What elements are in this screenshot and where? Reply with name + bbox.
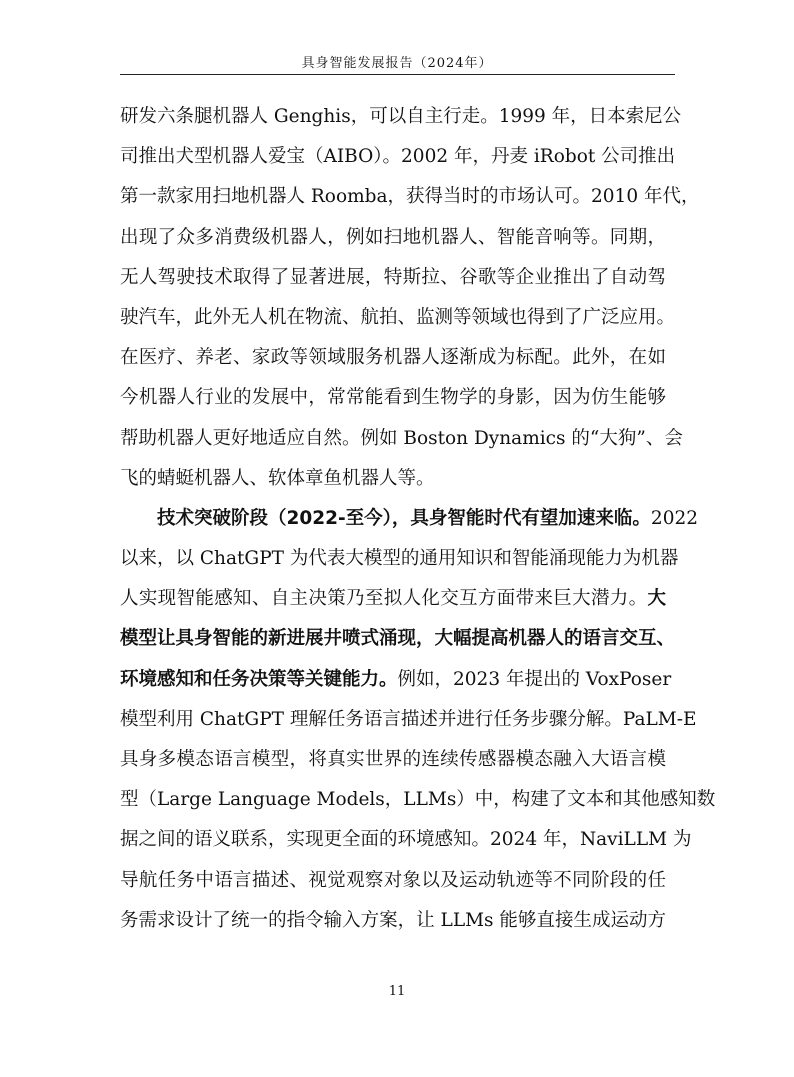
text-line: 无人驾驶技术取得了显著进展，特斯拉、谷歌等企业推出了自动驾 (120, 266, 666, 288)
running-header: 具身智能发展报告（2024年） (301, 56, 493, 71)
text-line (120, 664, 672, 704)
header-rule (120, 74, 675, 75)
bold-phrase: 大 (647, 588, 666, 610)
text-line (120, 623, 676, 663)
page-number: 11 (388, 984, 406, 999)
text-line: 飞的蜻蜓机器人、软体章鱼机器人等。 (120, 467, 435, 489)
inline-text: 2022 (650, 507, 699, 529)
text-line: 出现了众多消费级机器人，例如扫地机器人、智能音响等。同期， (120, 226, 666, 248)
bold-phrase: 模型让具身智能的新进展井喷式涌现，大幅提高机器人的语言交互、 (120, 628, 676, 650)
text-line (120, 503, 699, 543)
inline-text: 人实现智能感知、自主决策乃至拟人化交互方面带来巨大潜力。 (120, 588, 648, 610)
text-line: 导航任务中语言描述、视觉观察对象以及运动轨迹等不同阶段的任 (120, 869, 666, 891)
text-line (120, 583, 666, 623)
text-line: 模型利用 ChatGPT 理解任务语言描述并进行任务步骤分解。PaLM-E (120, 708, 697, 730)
text-line: 型（Large Language Models，LLMs）中，构建了文本和其他感知数 (120, 789, 716, 811)
text-line: 据之间的语义联系，实现更全面的环境感知。2024 年，NaviLLM 为 (120, 829, 692, 851)
text-line: 司推出犬型机器人爱宝（AIBO）。2002 年，丹麦 iRobot 公司推出 (120, 146, 676, 168)
text-line: 驶汽车，此外无人机在物流、航拍、监测等领域也得到了广泛应用。 (120, 306, 676, 328)
body-text (120, 101, 716, 945)
text-line: 具身多模态语言模型，将真实世界的连续传感器模态融入大语言模 (120, 749, 666, 770)
text-line: 务需求设计了统一的指令输入方案，让 LLMs 能够直接生成运动方 (120, 909, 666, 931)
text-line: 以来，以 ChatGPT 为代表大模型的通用知识和智能涌现能力为机器 (120, 548, 679, 570)
text-line: 研发六条腿机器人 Genghis，可以自主行走。1999 年，日本索尼公 (120, 106, 682, 127)
text-line: 在医疗、养老、家政等领域服务机器人逐渐成为标配。此外，在如 (120, 347, 666, 369)
text-line: 今机器人行业的发展中，常常能看到生物学的身影，因为仿生能够 (120, 387, 666, 409)
bold-phrase: 技术突破阶段（2022-至今），具身智能时代有望加速来临。 (157, 507, 651, 529)
bold-phrase: 环境感知和任务决策等关键能力。 (120, 668, 398, 690)
text-line: 帮助机器人更好地适应自然。例如 Boston Dynamics 的“大狗”、会 (120, 427, 683, 449)
inline-text: 例如，2023 年提出的 VoxPoser (397, 668, 672, 690)
text-line: 第一款家用扫地机器人 Roomba，获得当时的市场认可。2010 年代， (120, 186, 700, 208)
